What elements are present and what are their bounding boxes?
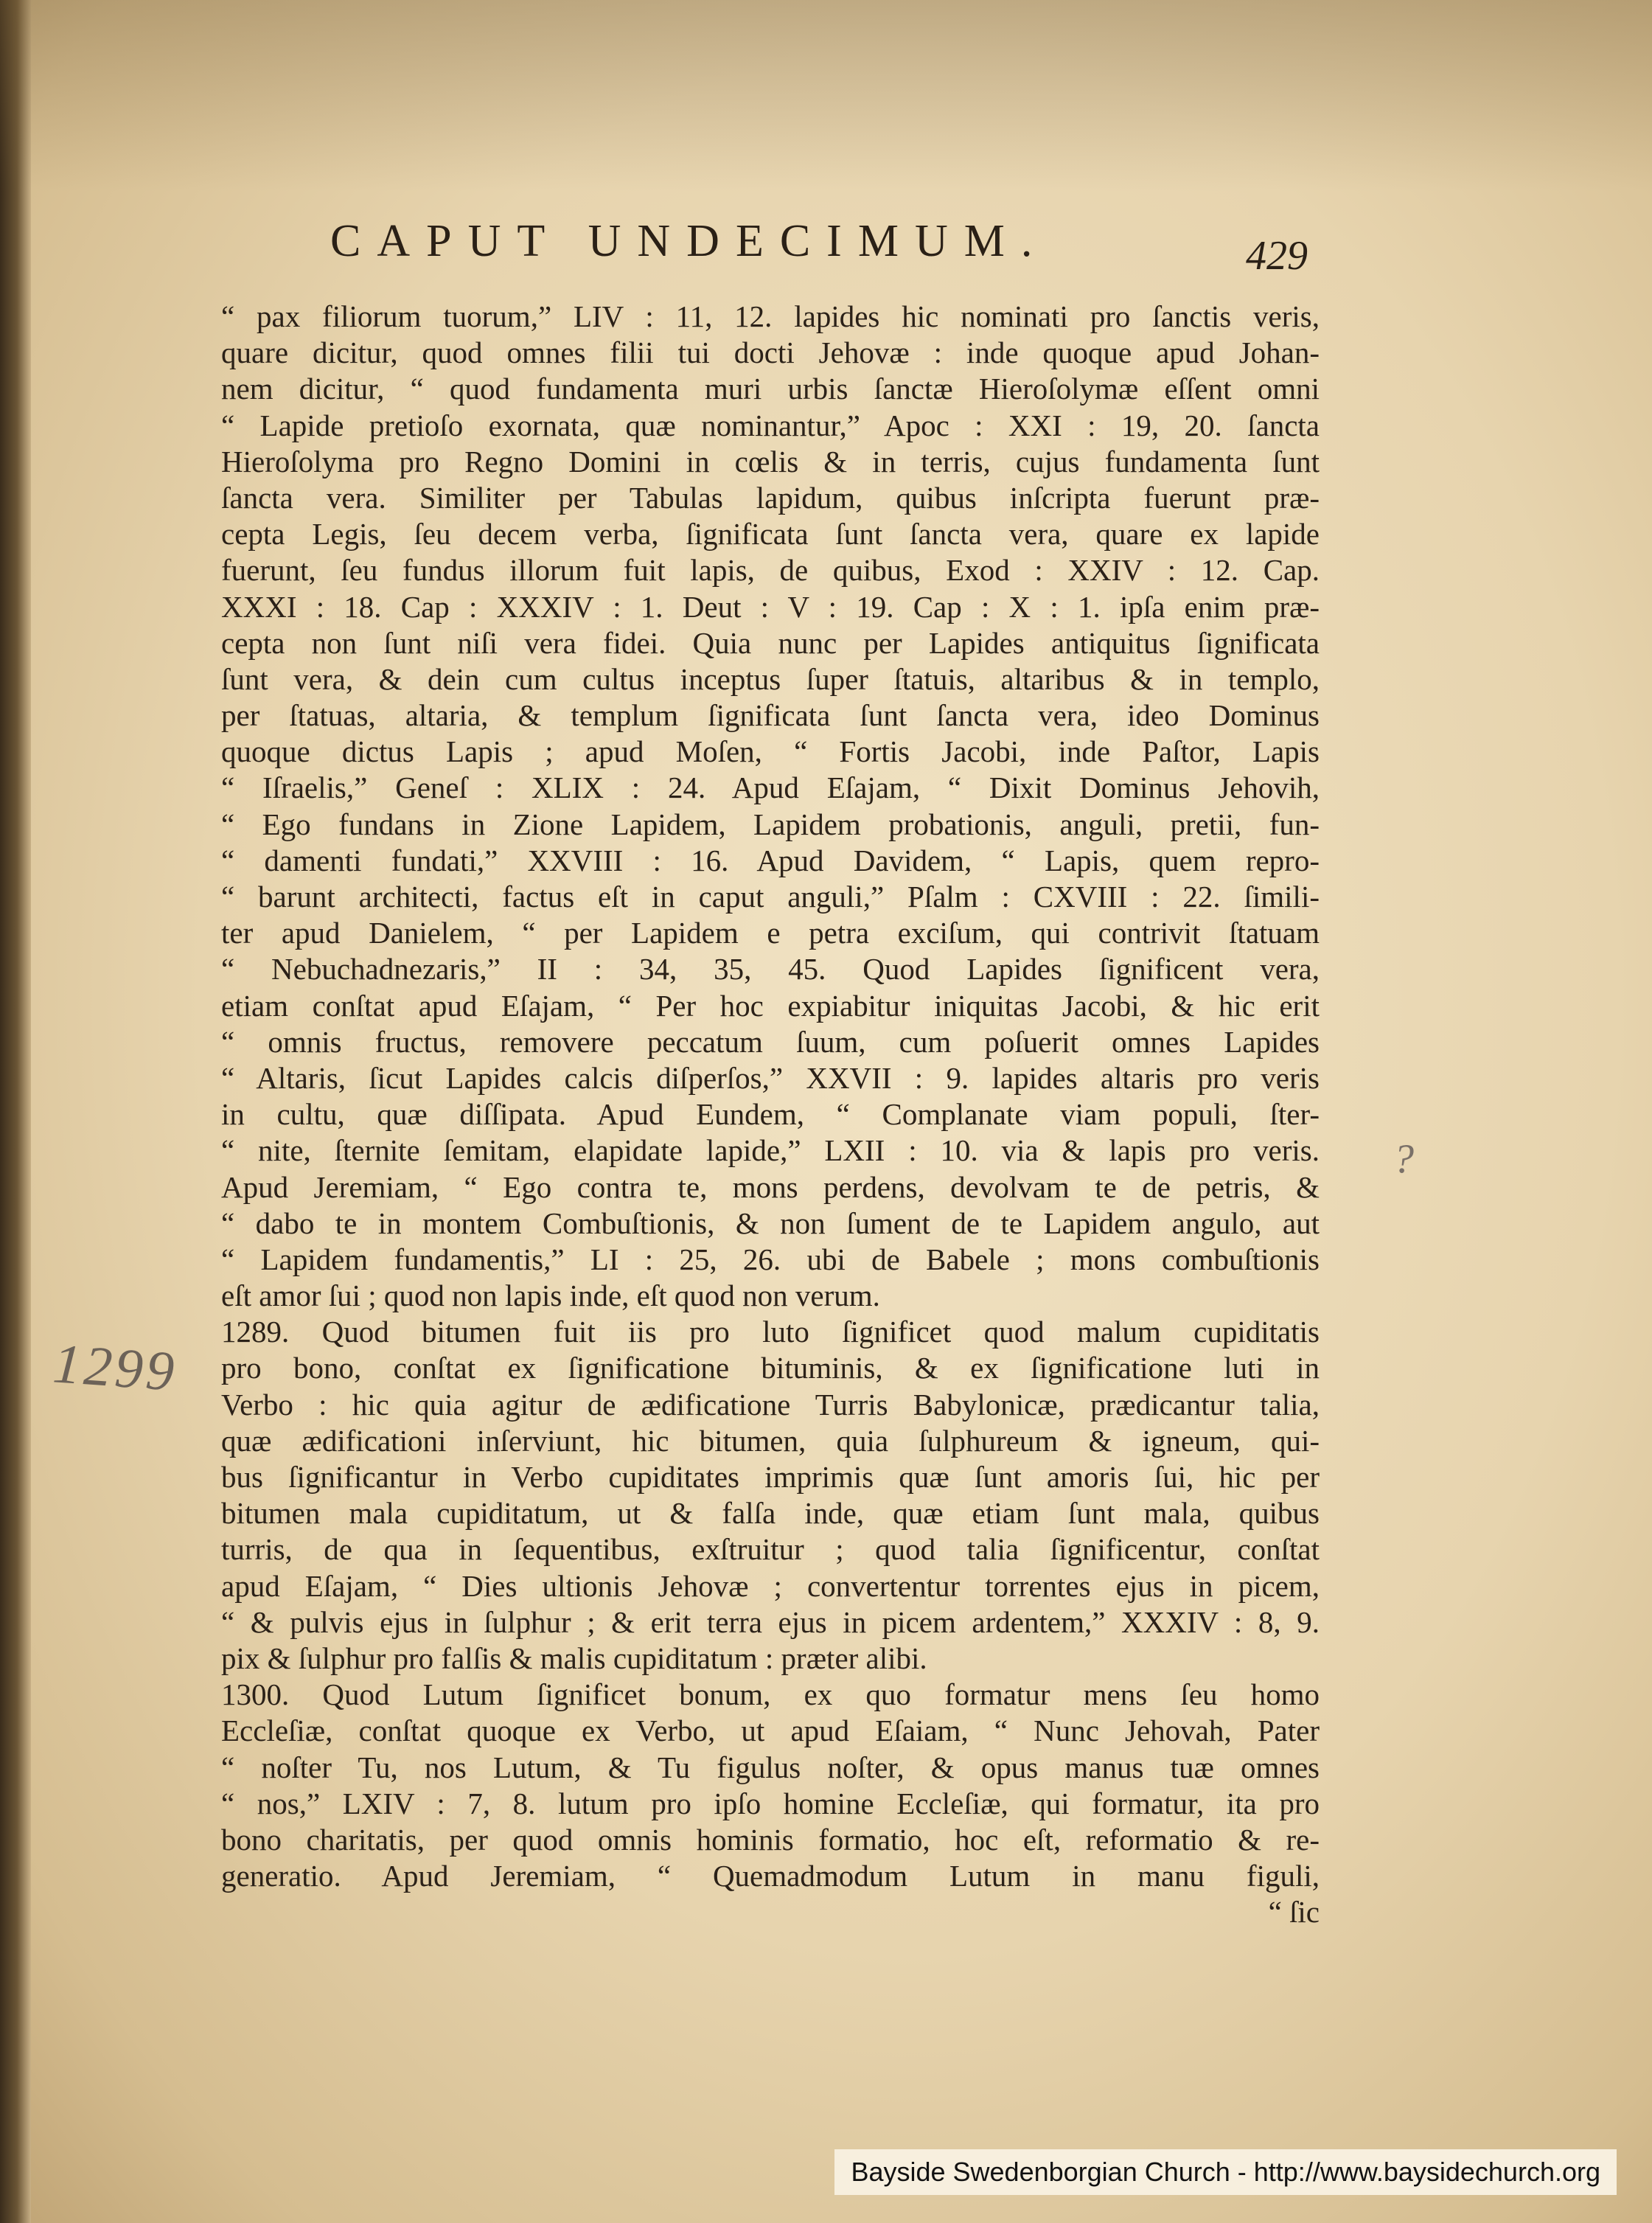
text-line: bono charitatis, per quod omnis hominis formatio, hoc eſt, reformatio & re- [221,1822,1320,1857]
text-line: cepta non ſunt niſi vera fidei. Quia nunc per Lapides antiquitus ſignificata [221,625,1320,660]
text-line: per ſtatuas, altaria, & templum ſignificata ſunt ſancta vera, ideo Dominus [221,698,1320,733]
text-line: in cultu, quæ diſſipata. Apud Eundem, “ Complanate viam populi, ſter- [221,1097,1320,1132]
text-line: ter apud Danielem, “ per Lapidem e petra exciſum, qui contrivit ſtatuam [221,916,1320,950]
body-text [221,299,1320,1930]
text-line: “ pax filiorum tuorum,” LIV : 11, 12. lapides hic nominati pro ſanctis veris, [221,299,1320,333]
text-line: bitumen mala cupiditatum, ut & falſa inde, quæ etiam ſunt mala, quibus [221,1496,1320,1531]
text-line: XXXI : 18. Cap : XXXIV : 1. Deut : V : 19. Cap : X : 1. ipſa enim præ- [221,589,1320,624]
text-line: “ Lapidem fundamentis,” LI : 25, 26. ubi de Babele ; mons combuſtionis [221,1242,1320,1276]
text-line: fuerunt, ſeu fundus illorum fuit lapis, de quibus, Exod : XXIV : 12. Cap. [221,553,1320,588]
handwritten-margin-number: 1299 [51,1332,179,1403]
text-line: pro bono, conſtat ex ſignificatione bituminis, & ex ſignificatione luti in [221,1351,1320,1385]
text-line: “ nite, ſternite ſemitam, elapidate lapide,” LXII : 10. via & lapis pro veris. [221,1133,1320,1168]
text-line: quare dicitur, quod omnes filii tui docti Jehovæ : inde quoque apud Johan- [221,335,1320,370]
watermark-credit: Bayside Swedenborgian Church - http://www.baysidechurch.org [834,2149,1617,2195]
text-line: nem dicitur, “ quod fundamenta muri urbis ſanctæ Hieroſolymæ eſſent omni [221,372,1320,406]
handwritten-question-mark: ? [1393,1136,1414,1182]
text-line: 1300. Quod Lutum ſignificet bonum, ex quo formatur mens ſeu homo [221,1677,1320,1712]
text-line: pix & ſulphur pro falſis & malis cupiditatum : præter alibi. [221,1641,927,1675]
text-line: “ Iſraelis,” Geneſ : XLIX : 24. Apud Eſajam, “ Dixit Dominus Jehovih, [221,770,1320,805]
text-line: “ omnis fructus, removere peccatum ſuum, cum poſuerit omnes Lapides [221,1024,1320,1059]
text-line: generatio. Apud Jeremiam, “ Quemadmodum Lutum in manu figuli, [221,1859,1320,1893]
running-head: CAPUT UNDECIMUM. [330,216,1049,266]
text-line: 1289. Quod bitumen fuit iis pro luto ſignificet quod malum cupiditatis [221,1315,1320,1349]
text-line: “ Ego fundans in Zione Lapidem, Lapidem probationis, anguli, pretii, fun- [221,807,1320,841]
text-line: etiam conſtat apud Eſajam, “ Per hoc expiabitur iniquitas Jacobi, & hic erit [221,988,1320,1023]
text-line: ſancta vera. Similiter per Tabulas lapidum, quibus inſcripta fuerunt præ- [221,480,1320,515]
text-line: “ Nebuchadnezaris,” II : 34, 35, 45. Quod Lapides ſignificent vera, [221,952,1320,987]
text-line: apud Eſajam, “ Dies ultionis Jehovæ ; convertentur torrentes ejus in picem, [221,1568,1320,1603]
text-line: quoque dictus Lapis ; apud Moſen, “ Fortis Jacobi, inde Paſtor, Lapis [221,734,1320,769]
page-number: 429 [1246,233,1308,279]
text-line: cepta Legis, ſeu decem verba, ſignificata ſunt ſancta vera, quare ex lapide [221,517,1320,552]
text-line: “ dabo te in montem Combuſtionis, & non ſument de te Lapidem angulo, aut [221,1206,1320,1240]
text-line: bus ſignificantur in Verbo cupiditates imprimis quæ ſunt amoris ſui, hic per [221,1460,1320,1494]
text-line: “ Lapide pretioſo exornata, quæ nominantur,” Apoc : XXI : 19, 20. ſancta [221,408,1320,442]
text-line: “ nos,” LXIV : 7, 8. lutum pro ipſo homine Eccleſiæ, qui formatur, ita pro [221,1786,1320,1820]
text-line: Verbo : hic quia agitur de ædificatione Turris Babylonicæ, prædicantur talia, [221,1387,1320,1422]
text-line: “ noſter Tu, nos Lutum, & Tu figulus noſter, & opus manus tuæ omnes [221,1750,1320,1784]
text-line: eſt amor ſui ; quod non lapis inde, eſt quod non verum. [221,1279,880,1313]
text-line: “ & pulvis ejus in ſulphur ; & erit terra ejus in picem ardentem,” XXXIV : 8, 9. [221,1604,1320,1639]
text-line: “ barunt architecti, factus eſt in caput anguli,” Pſalm : CXVIII : 22. ſimili- [221,880,1320,914]
catchword: “ ſic [1268,1895,1320,1930]
page-stain [0,0,1652,192]
text-line: turris, de qua in ſequentibus, exſtruitur ; quod talia ſignificentur, conſtat [221,1532,1320,1567]
text-line: “ damenti fundati,” XXVIII : 16. Apud Davidem, “ Lapis, quem repro- [221,843,1320,877]
text-line: “ Altaris, ſicut Lapides calcis diſperſos,” XXVII : 9. lapides altaris pro veris [221,1060,1320,1095]
text-line: Eccleſiæ, conſtat quoque ex Verbo, ut apud Eſaiam, “ Nunc Jehovah, Pater [221,1714,1320,1748]
text-line: ſunt vera, & dein cum cultus inceptus ſuper ſtatuis, altaribus & in templo, [221,661,1320,696]
text-line: Apud Jeremiam, “ Ego contra te, mons perdens, devolvam te de petris, & [221,1169,1320,1204]
text-line: Hieroſolyma pro Regno Domini in cœlis & in terris, cujus fundamenta ſunt [221,444,1320,479]
text-line: quæ ædificationi inſerviunt, hic bitumen, quia ſulphureum & igneum, qui- [221,1423,1320,1458]
book-gutter [0,0,31,2223]
